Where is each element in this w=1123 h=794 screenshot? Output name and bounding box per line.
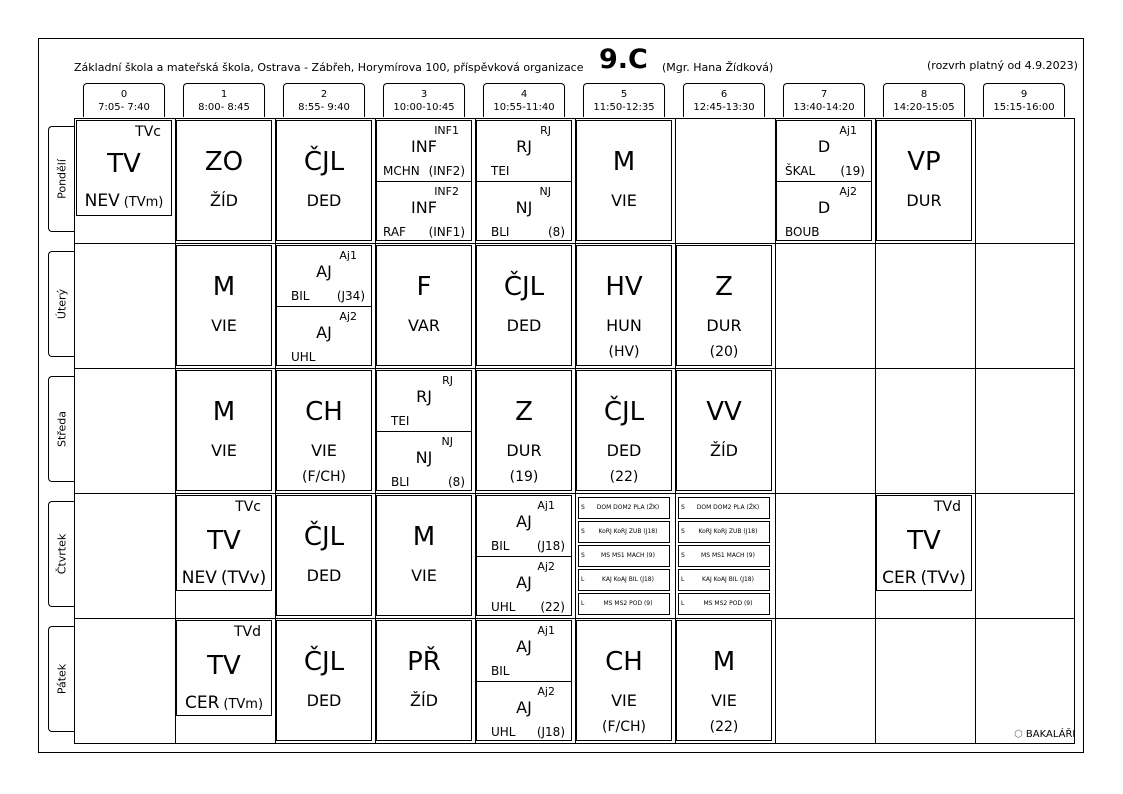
- split-teacher: TEI: [391, 414, 410, 428]
- split-group: Aj1: [537, 624, 555, 637]
- split-subject: AJ: [316, 262, 332, 281]
- period-time: 15:15-16:00: [993, 102, 1055, 113]
- period-time: 14:20-15:05: [893, 102, 955, 113]
- lesson-card: [276, 495, 372, 616]
- lesson-card: [176, 370, 272, 491]
- lesson-card-split: [376, 120, 472, 241]
- split-teacher: BLI: [391, 475, 410, 489]
- period-number: 1: [220, 89, 228, 100]
- lesson-teacher: NEV: [84, 191, 120, 211]
- split-divider: [477, 681, 571, 682]
- day-name: Úterý: [55, 288, 68, 320]
- optional-letter: S: [581, 552, 585, 559]
- lesson-card: [476, 370, 572, 491]
- lesson-subject: TV: [207, 526, 241, 556]
- optional-subject-item: [578, 497, 670, 519]
- split-subject: AJ: [516, 637, 532, 656]
- lesson-card: [176, 245, 272, 366]
- split-divider: [777, 181, 871, 182]
- lesson-subject: Z: [715, 272, 733, 302]
- split-group: Aj2: [537, 685, 555, 698]
- split-group: Aj2: [839, 185, 857, 198]
- lesson-card: [476, 245, 572, 366]
- split-divider: [377, 181, 471, 182]
- day-label-mon: [48, 126, 74, 232]
- split-subject: AJ: [516, 698, 532, 717]
- split-subject: D: [817, 137, 831, 156]
- split-subject: RJ: [516, 137, 532, 156]
- lesson-room: (19): [509, 469, 539, 485]
- day-label-wed: [48, 376, 74, 482]
- split-teacher: BOUB: [785, 225, 820, 239]
- split-room: (19): [840, 164, 865, 178]
- lesson-subject: M: [412, 522, 436, 552]
- lesson-teacher: DED: [306, 566, 342, 585]
- lesson-room: (TVm): [123, 195, 164, 210]
- lesson-subject: ČJL: [303, 647, 345, 677]
- lesson-subject: HV: [605, 272, 643, 302]
- split-group: Aj2: [537, 560, 555, 573]
- lesson-teacher: ŽÍD: [710, 441, 738, 460]
- school-name: Základní škola a mateřská škola, Ostrava - Zábřeh, Horymírova 100, příspěvková organizace: [74, 61, 584, 74]
- lesson-card-split: [776, 120, 872, 241]
- day-name: Pátek: [55, 663, 68, 695]
- lesson-group: TVc: [235, 499, 261, 515]
- optional-letter: L: [681, 600, 685, 607]
- lesson-card: [876, 120, 972, 241]
- lesson-subject: PŘ: [407, 647, 441, 677]
- lesson-subject: M: [212, 397, 236, 427]
- optional-subject-item: [678, 569, 770, 591]
- lesson-teacher: DED: [306, 691, 342, 710]
- split-subject: AJ: [516, 512, 532, 531]
- split-teacher: UHL: [291, 350, 316, 364]
- period-number: 6: [720, 89, 728, 100]
- period-number: 3: [420, 89, 428, 100]
- lesson-teacher: VIE: [711, 691, 737, 710]
- optional-letter: S: [681, 552, 685, 559]
- lesson-subject: ZO: [204, 147, 244, 177]
- period-time: 11:50-12:35: [593, 102, 655, 113]
- lesson-teacher: DED: [306, 191, 342, 210]
- period-header-8: [883, 83, 965, 117]
- period-time: 8:00- 8:45: [198, 102, 250, 113]
- lesson-card: [276, 120, 372, 241]
- split-subject: INF: [411, 137, 437, 156]
- lesson-card: [876, 495, 972, 591]
- optional-text: MS MS2 POD (9): [703, 600, 753, 607]
- lesson-subject: M: [712, 647, 736, 677]
- lesson-subject: TV: [107, 149, 141, 179]
- lesson-subject: CH: [305, 397, 343, 427]
- lesson-card: [376, 245, 472, 366]
- split-divider: [477, 181, 571, 182]
- split-room: (J18): [536, 725, 565, 739]
- day-name: Čtvrtek: [55, 533, 68, 575]
- split-teacher: ŠKAL: [785, 164, 816, 178]
- lesson-group: TVc: [135, 124, 161, 140]
- optional-text: MS MS1 MACH (9): [701, 552, 755, 559]
- split-subject: AJ: [316, 323, 332, 342]
- split-group: Aj1: [339, 249, 357, 262]
- lesson-subject: F: [416, 272, 432, 302]
- optional-text: MS MS2 POD (9): [603, 600, 653, 607]
- lesson-teacher: CER: [184, 693, 220, 713]
- lesson-teacher: DUR: [706, 316, 742, 335]
- period-number: 5: [620, 89, 628, 100]
- split-subject: RJ: [416, 387, 432, 406]
- optional-subjects: [676, 495, 772, 616]
- lesson-card-split: [276, 245, 372, 366]
- lesson-subject: TV: [207, 651, 241, 681]
- lesson-teacher: DUR: [506, 441, 542, 460]
- optional-subject-item: [678, 593, 770, 615]
- optional-text: DOM DOM2 PLA (ŽK): [696, 504, 760, 511]
- lesson-card: [576, 370, 672, 491]
- lesson-teacher: DUR: [906, 191, 942, 210]
- lesson-group: TVd: [233, 624, 261, 640]
- split-teacher: UHL: [491, 725, 516, 739]
- split-divider: [377, 431, 471, 432]
- lesson-room: (HV): [608, 344, 640, 360]
- split-room: (J18): [536, 539, 565, 553]
- lesson-teacher: VIE: [211, 316, 237, 335]
- day-label-thu: [48, 501, 74, 607]
- lesson-card: [276, 370, 372, 491]
- lesson-card: [176, 620, 272, 716]
- lesson-subject: CH: [605, 647, 643, 677]
- period-time: 13:40-14:20: [793, 102, 855, 113]
- lesson-group: TVd: [933, 499, 961, 515]
- lesson-teacher: ŽÍD: [210, 191, 238, 210]
- split-divider: [477, 556, 571, 557]
- class-name: 9.C: [599, 44, 648, 75]
- optional-text: KAJ KoAJ BIL (J18): [602, 576, 654, 583]
- split-teacher: BIL: [491, 539, 510, 553]
- lesson-subject: ČJL: [503, 272, 545, 302]
- period-header-6: [683, 83, 765, 117]
- lesson-room: (TVv): [920, 568, 966, 588]
- lesson-teacher: DED: [506, 316, 542, 335]
- lesson-card: [376, 620, 472, 741]
- period-number: 7: [820, 89, 828, 100]
- optional-letter: S: [581, 528, 585, 535]
- optional-subject-item: [578, 545, 670, 567]
- split-teacher: MCHN: [383, 164, 420, 178]
- period-time: 10:00-10:45: [393, 102, 455, 113]
- period-time: 7:05- 7:40: [98, 102, 150, 113]
- lesson-teacher-room: [877, 568, 971, 588]
- period-header-3: [383, 83, 465, 117]
- split-room: (INF1): [428, 225, 465, 239]
- lesson-teacher: VAR: [408, 316, 440, 335]
- day-label-tue: [48, 251, 74, 357]
- optional-text: KAJ KoAJ BIL (J18): [702, 576, 754, 583]
- split-teacher: UHL: [491, 600, 516, 614]
- lesson-room: (F/CH): [302, 469, 346, 485]
- lesson-teacher: NEV: [181, 568, 217, 588]
- class-teacher: (Mgr. Hana Žídková): [662, 61, 774, 74]
- split-group: INF1: [434, 124, 459, 137]
- optional-text: KoRJ KoRJ ZUB (J18): [598, 528, 658, 535]
- period-number: 4: [520, 89, 528, 100]
- period-header-2: [283, 83, 365, 117]
- lesson-teacher: CER: [882, 568, 917, 588]
- split-group: Aj1: [839, 124, 857, 137]
- optional-subject-item: [578, 521, 670, 543]
- lesson-subject: ČJL: [303, 147, 345, 177]
- lesson-subject: M: [212, 272, 236, 302]
- split-subject: INF: [411, 198, 437, 217]
- split-room: (8): [448, 475, 465, 489]
- lesson-card: [276, 620, 372, 741]
- optional-subjects: [576, 495, 672, 616]
- lesson-room: (F/CH): [602, 719, 646, 735]
- split-subject: D: [817, 198, 831, 217]
- optional-subject-item: [678, 497, 770, 519]
- lesson-teacher-room: [177, 568, 271, 588]
- lesson-card: [576, 620, 672, 741]
- day-label-fri: [48, 626, 74, 732]
- optional-letter: L: [581, 600, 585, 607]
- split-room: (INF2): [428, 164, 465, 178]
- split-group: RJ: [442, 374, 453, 387]
- logo-text: BAKALÁŘI: [1025, 729, 1076, 740]
- optional-text: MS MS1 MACH (9): [601, 552, 655, 559]
- day-name: Pondělí: [55, 159, 68, 199]
- optional-letter: S: [581, 504, 585, 511]
- hexagon-logo-icon: ⬡: [1014, 729, 1023, 740]
- lesson-teacher: VIE: [611, 691, 637, 710]
- period-time: 12:45-13:30: [693, 102, 755, 113]
- lesson-teacher: VIE: [311, 441, 337, 460]
- split-group: NJ: [539, 185, 551, 198]
- period-header-0: [83, 83, 165, 117]
- lesson-card: [176, 120, 272, 241]
- lesson-card: [376, 495, 472, 616]
- lesson-teacher-room: [177, 693, 271, 713]
- lesson-room: (22): [609, 469, 639, 485]
- period-number: 0: [120, 89, 128, 100]
- period-number: 2: [320, 89, 328, 100]
- lesson-subject: ČJL: [303, 522, 345, 552]
- lesson-room: (TVm): [223, 697, 264, 712]
- optional-letter: L: [581, 576, 585, 583]
- split-teacher: TEI: [491, 164, 510, 178]
- lesson-card: [176, 495, 272, 591]
- lesson-subject: VV: [706, 397, 742, 427]
- split-group: Aj1: [537, 499, 555, 512]
- lesson-teacher: VIE: [211, 441, 237, 460]
- lesson-teacher: ŽÍD: [410, 691, 438, 710]
- validity-date: (rozvrh platný od 4.9.2023): [927, 59, 1078, 72]
- bakalari-logo: [1014, 729, 1075, 740]
- period-header-9: [983, 83, 1065, 117]
- split-subject: NJ: [515, 198, 533, 217]
- split-group: NJ: [441, 435, 453, 448]
- split-group: RJ: [540, 124, 551, 137]
- split-subject: AJ: [516, 573, 532, 592]
- lesson-card: [676, 245, 772, 366]
- lesson-card-split: [476, 120, 572, 241]
- optional-letter: L: [681, 576, 685, 583]
- period-header-4: [483, 83, 565, 117]
- optional-subject-item: [678, 545, 770, 567]
- split-teacher: RAF: [383, 225, 406, 239]
- lesson-subject: TV: [907, 526, 941, 556]
- split-group: INF2: [434, 185, 459, 198]
- lesson-teacher: DED: [606, 441, 642, 460]
- optional-letter: S: [681, 504, 685, 511]
- lesson-room: (22): [709, 719, 739, 735]
- period-header-7: [783, 83, 865, 117]
- optional-letter: S: [681, 528, 685, 535]
- split-room: (J34): [336, 289, 365, 303]
- period-header-1: [183, 83, 265, 117]
- split-group: Aj2: [339, 310, 357, 323]
- lesson-card: [676, 620, 772, 741]
- lesson-subject: M: [612, 147, 636, 177]
- split-room: (22): [540, 600, 565, 614]
- period-number: 8: [920, 89, 928, 100]
- split-divider: [277, 306, 371, 307]
- lesson-card: [576, 245, 672, 366]
- split-room: (8): [548, 225, 565, 239]
- period-header-5: [583, 83, 665, 117]
- optional-subject-item: [578, 593, 670, 615]
- lesson-card: [76, 120, 172, 216]
- lesson-subject: ČJL: [603, 397, 645, 427]
- period-time: 10:55-11:40: [493, 102, 555, 113]
- lesson-teacher: VIE: [411, 566, 437, 585]
- lesson-card-split: [476, 620, 572, 741]
- lesson-teacher: VIE: [611, 191, 637, 210]
- split-teacher: BLI: [491, 225, 510, 239]
- day-name: Středa: [55, 410, 68, 448]
- lesson-card-split: [476, 495, 572, 616]
- split-teacher: BIL: [491, 664, 510, 678]
- lesson-room: (TVv): [220, 568, 267, 588]
- period-time: 8:55- 9:40: [298, 102, 350, 113]
- lesson-subject: VP: [907, 147, 941, 177]
- split-subject: NJ: [415, 448, 433, 467]
- optional-text: DOM DOM2 PLA (ŽK): [596, 504, 660, 511]
- lesson-room: (20): [709, 344, 739, 360]
- split-teacher: BIL: [291, 289, 310, 303]
- lesson-teacher: HUN: [606, 316, 642, 335]
- period-number: 9: [1020, 89, 1028, 100]
- lesson-card-split: [376, 370, 472, 491]
- optional-subject-item: [678, 521, 770, 543]
- lesson-card: [576, 120, 672, 241]
- optional-subject-item: [578, 569, 670, 591]
- optional-text: KoRJ KoRJ ZUB (J18): [698, 528, 758, 535]
- lesson-teacher-room: [77, 191, 171, 211]
- lesson-card: [676, 370, 772, 491]
- lesson-subject: Z: [515, 397, 533, 427]
